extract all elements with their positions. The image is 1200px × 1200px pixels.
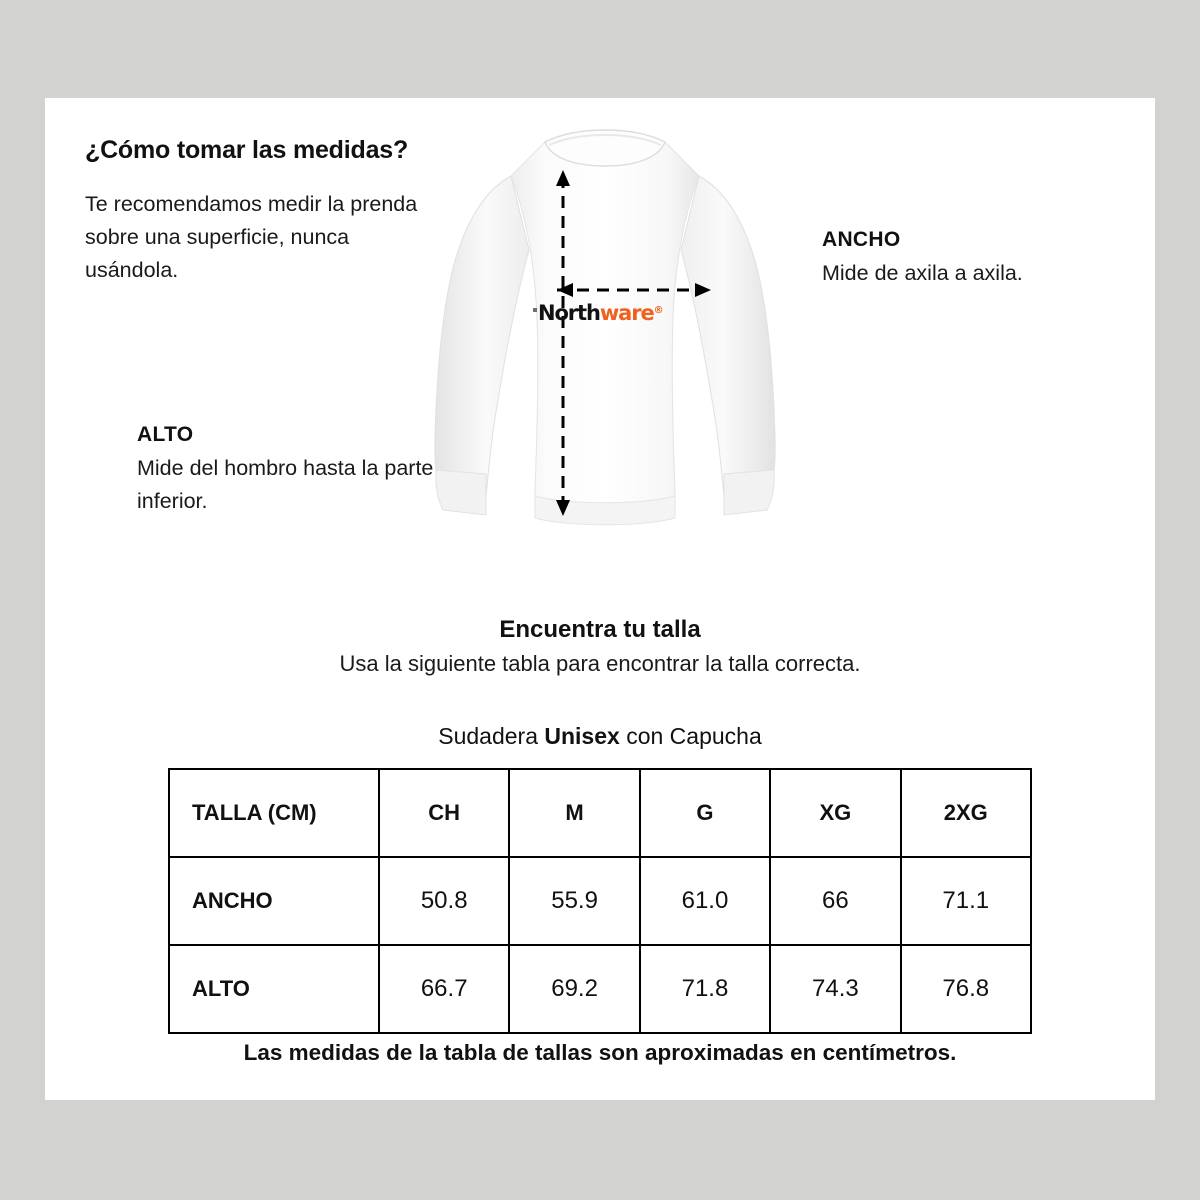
northware-logo [533,303,663,324]
logo-north-text: North [538,301,600,325]
ancho-callout [822,228,1142,290]
howto-description: Te recomendamos medir la prenda sobre una superficie, nunca usándola. [85,192,418,282]
cell-alto-xg: 74.3 [770,945,900,1033]
column-header-g: G [640,769,770,857]
ancho-label: ANCHO [822,228,901,251]
column-header-m: M [509,769,639,857]
cell-alto-2xg: 76.8 [901,945,1031,1033]
size-guide-card [45,98,1155,1100]
column-header-xg: XG [770,769,900,857]
column-header-size-unit: TALLA (CM) [169,769,379,857]
table-caption [45,723,1155,750]
table-caption-suffix: con Capucha [619,723,762,749]
logo-ware-text: ware [599,301,654,325]
right-sleeve [681,176,775,515]
ancho-description: Mide de axila a axila. [822,261,1023,285]
cell-ancho-m: 55.9 [509,857,639,945]
table-row [169,857,1031,945]
column-header-2xg: 2XG [901,769,1031,857]
sweatshirt-illustration [415,118,795,598]
logo-dot [533,308,537,312]
alto-description: Mide del hombro hasta la parte inferior. [137,456,434,513]
alto-label: ALTO [137,423,194,446]
table-caption-emphasis: Unisex [544,723,620,749]
cell-alto-m: 69.2 [509,945,639,1033]
table-footnote: Las medidas de la tabla de tallas son aproximadas en centímetros. [243,1040,957,1065]
table-caption-prefix: Sudadera [438,723,545,749]
cell-ancho-ch: 50.8 [379,857,509,945]
table-header-row [169,769,1031,857]
howto-title: ¿Cómo tomar las medidas? [85,136,409,164]
table-row [169,945,1031,1033]
row-header-ancho: ANCHO [169,857,379,945]
logo-registered-icon: ® [653,305,663,316]
cell-ancho-2xg: 71.1 [901,857,1031,945]
column-header-ch: CH [379,769,509,857]
cell-ancho-g: 61.0 [640,857,770,945]
row-header-alto: ALTO [169,945,379,1033]
find-size-subtitle: Usa la siguiente tabla para encontrar la talla correcta. [339,651,861,676]
size-chart-table [168,768,1032,1034]
cell-ancho-xg: 66 [770,857,900,945]
left-sleeve [435,176,529,515]
cell-alto-ch: 66.7 [379,945,509,1033]
alto-callout [137,423,437,518]
cell-alto-g: 71.8 [640,945,770,1033]
find-size-title: Encuentra tu talla [499,616,701,643]
garment-body [511,130,699,525]
